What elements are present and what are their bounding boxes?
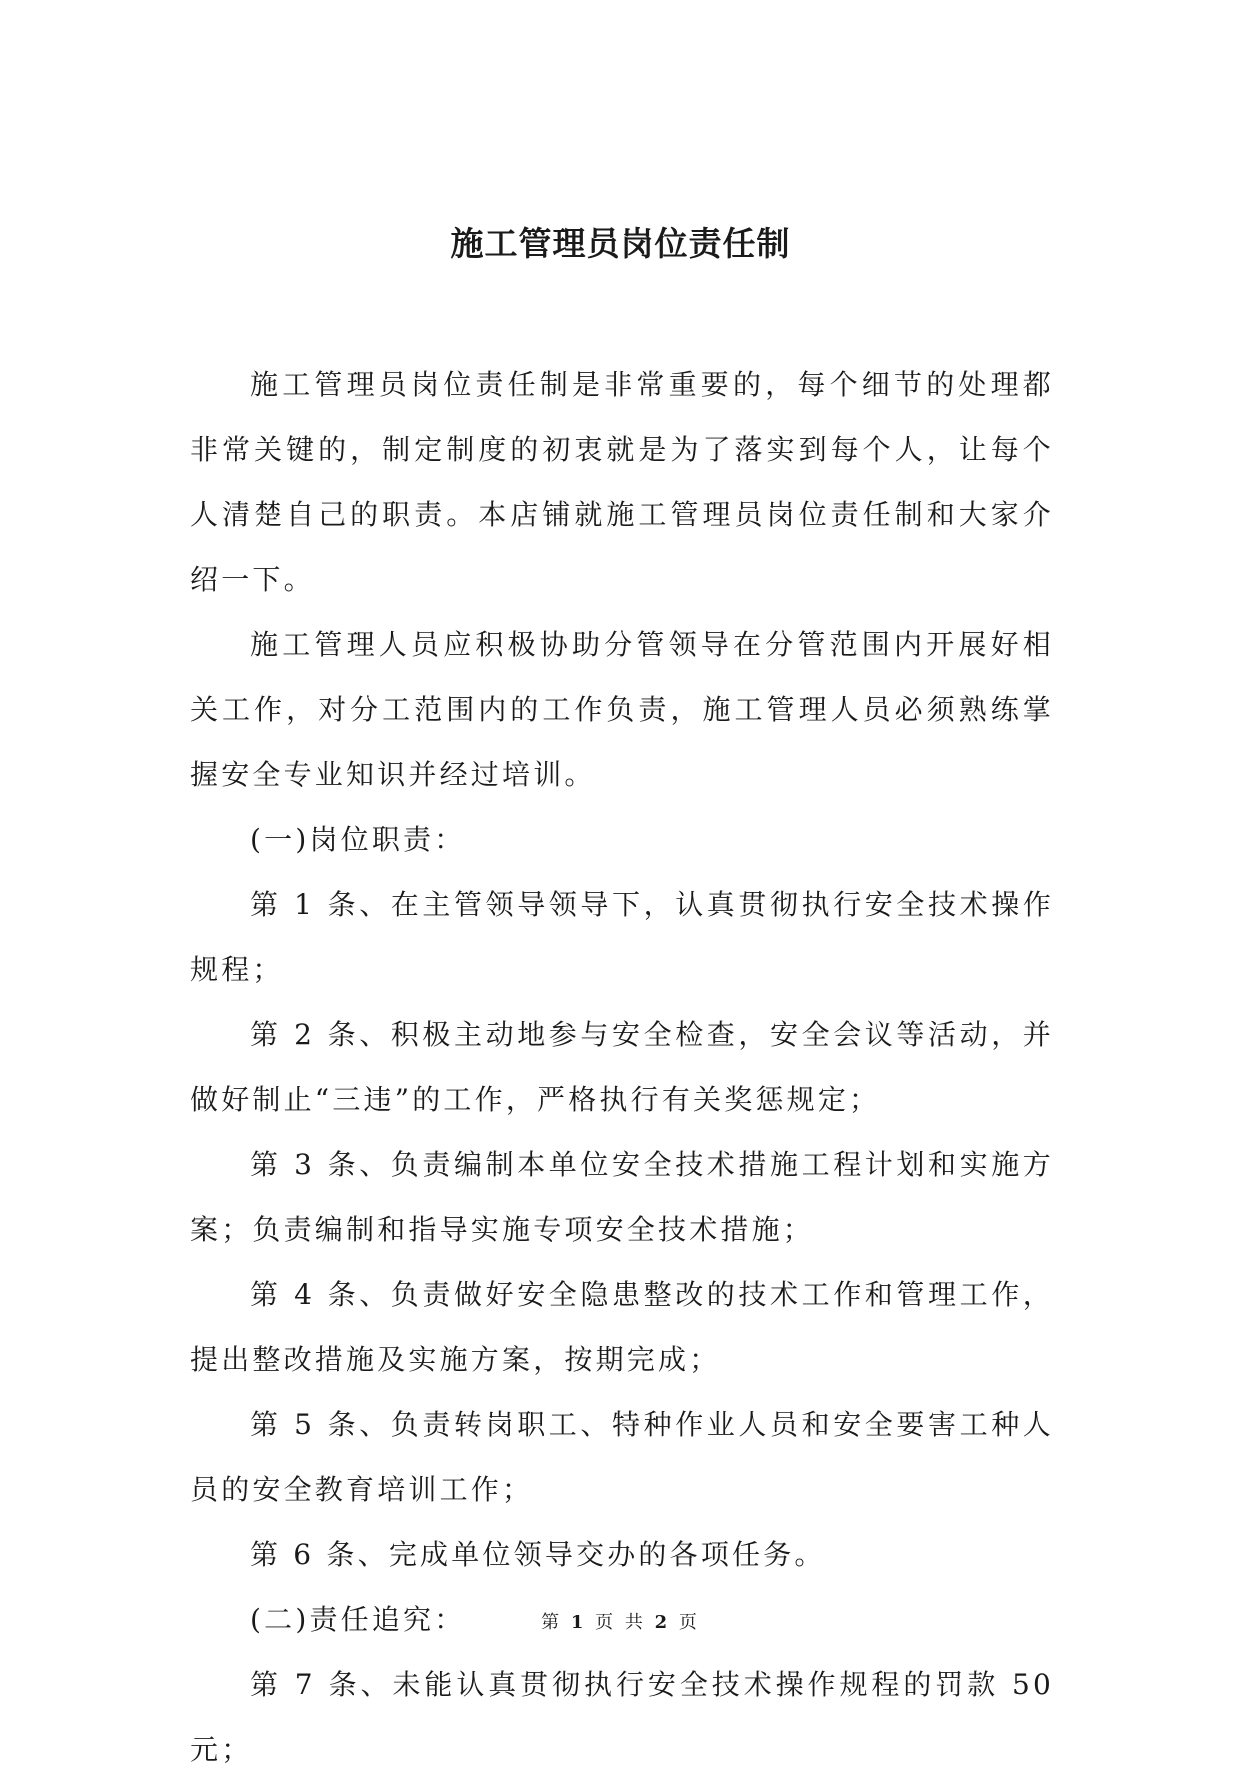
article-2: 第 2 条、积极主动地参与安全检查，安全会议等活动，并做好制止“三违”的工作，严格执行有关奖惩规定； bbox=[190, 1018, 1054, 1116]
footer-middle: 页 共 bbox=[595, 1612, 646, 1633]
footer-suffix: 页 bbox=[678, 1612, 700, 1633]
article-5: 第 5 条、负责转岗职工、特种作业人员和安全要害工种人员的安全教育培训工作； bbox=[190, 1408, 1054, 1506]
article-7: 第 7 条、未能认真贯彻执行安全技术操作规程的罚款 50 元； bbox=[190, 1668, 1054, 1766]
total-pages-number: 2 bbox=[654, 1612, 671, 1633]
article-4: 第 4 条、负责做好安全隐患整改的技术工作和管理工作，提出整改措施及实施方案，按期完成； bbox=[190, 1278, 1054, 1376]
section-heading-responsibilities: (一)岗位职责： bbox=[250, 823, 466, 856]
section-heading-accountability: (二)责任追究： bbox=[250, 1603, 466, 1636]
article-6: 第 6 条、完成单位领导交办的各项任务。 bbox=[250, 1538, 826, 1571]
document-title: 施工管理员岗位责任制 bbox=[450, 224, 791, 263]
footer-prefix: 第 bbox=[541, 1612, 563, 1633]
page-footer bbox=[0, 1610, 1241, 1636]
duty-paragraph: 施工管理人员应积极协助分管领导在分管范围内开展好相关工作，对分工范围内的工作负责，施工管理人员必须熟练掌握安全专业知识并经过培训。 bbox=[190, 628, 1054, 791]
document-body bbox=[190, 352, 1054, 1782]
article-1: 第 1 条、在主管领导领导下，认真贯彻执行安全技术操作规程； bbox=[190, 888, 1054, 986]
intro-paragraph: 施工管理员岗位责任制是非常重要的，每个细节的处理都非常关键的，制定制度的初衷就是为了落实到每个人，让每个人清楚自己的职责。本店铺就施工管理员岗位责任制和大家介绍一下。 bbox=[190, 368, 1054, 596]
current-page-number: 1 bbox=[570, 1612, 587, 1633]
article-3: 第 3 条、负责编制本单位安全技术措施工程计划和实施方案；负责编制和指导实施专项安全技术措施； bbox=[190, 1148, 1054, 1246]
